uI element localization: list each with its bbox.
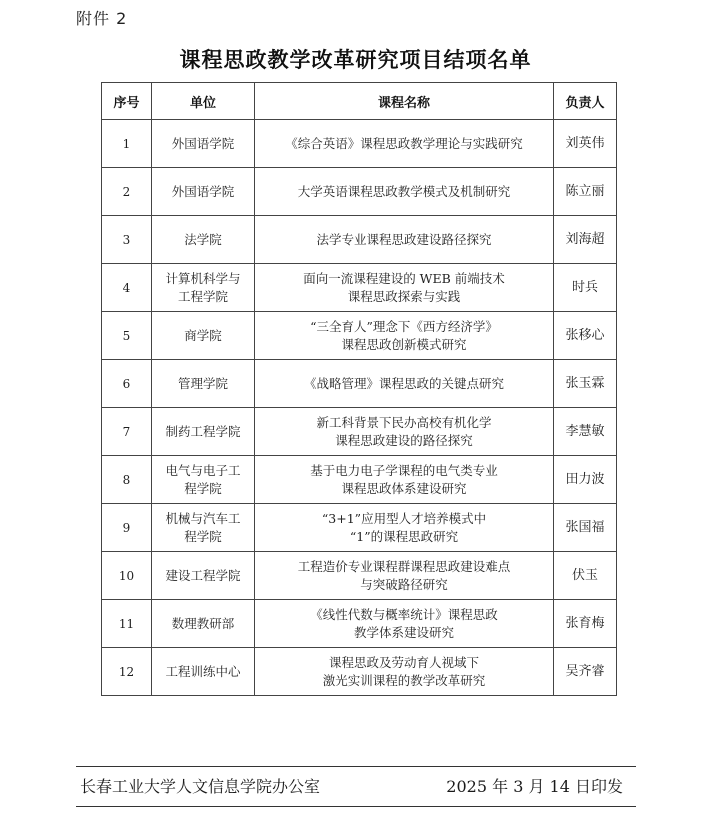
row-unit	[152, 552, 255, 600]
table-row	[102, 360, 617, 408]
table-header-row	[102, 83, 617, 120]
unit-line: 电气与电子工	[165, 462, 241, 478]
course-line: “3+1”应用型人才培养模式中	[321, 510, 487, 526]
unit-line: 工程学院	[177, 288, 228, 304]
header-unit: 单位	[152, 83, 255, 120]
row-unit	[152, 216, 255, 264]
course-line: 课程思政及劳动育人视域下	[328, 654, 479, 670]
table-row	[102, 168, 617, 216]
course-line: “1”的课程思政研究	[349, 528, 459, 544]
row-unit	[152, 360, 255, 408]
table-row	[102, 264, 617, 312]
course-line: 法学专业课程思政建设路径探究	[316, 231, 492, 247]
footer-date: 2025 年 3 月 14 日印发	[446, 777, 623, 796]
course-line: 工程造价专业课程群课程思政建设难点	[297, 558, 511, 574]
row-course	[255, 648, 554, 696]
row-leader: 时兵	[554, 264, 617, 312]
course-line: 《综合英语》课程思政教学理论与实践研究	[285, 135, 523, 151]
row-course	[255, 264, 554, 312]
row-leader: 张育梅	[554, 600, 617, 648]
table-row	[102, 408, 617, 456]
table-row	[102, 120, 617, 168]
row-index: 12	[102, 648, 152, 696]
course-line: 新工科背景下民办高校有机化学	[316, 414, 492, 430]
unit-line: 机械与汽车工	[165, 510, 241, 526]
unit-line: 法学院	[184, 231, 222, 247]
row-unit	[152, 312, 255, 360]
row-leader: 李慧敏	[554, 408, 617, 456]
table-row	[102, 216, 617, 264]
unit-line: 外国语学院	[171, 135, 235, 151]
course-line: 基于电力电子学课程的电气类专业	[310, 462, 498, 478]
row-course	[255, 600, 554, 648]
unit-line: 程学院	[184, 528, 222, 544]
table-row	[102, 600, 617, 648]
table-body	[102, 120, 617, 696]
row-course	[255, 408, 554, 456]
row-leader: 陈立丽	[554, 168, 617, 216]
row-index: 9	[102, 504, 152, 552]
row-leader: 刘英伟	[554, 120, 617, 168]
course-line: 激光实训课程的教学改革研究	[322, 672, 486, 688]
row-unit	[152, 408, 255, 456]
row-unit	[152, 168, 255, 216]
unit-line: 数理教研部	[171, 615, 235, 631]
row-index: 3	[102, 216, 152, 264]
table-row	[102, 312, 617, 360]
row-index: 8	[102, 456, 152, 504]
row-unit	[152, 456, 255, 504]
unit-line: 外国语学院	[171, 183, 235, 199]
unit-line: 计算机科学与	[165, 270, 241, 286]
footer-office: 长春工业大学人文信息学院办公室	[80, 777, 321, 796]
unit-line: 工程训练中心	[165, 663, 241, 679]
row-index: 5	[102, 312, 152, 360]
course-line: 课程思政创新模式研究	[341, 336, 467, 352]
project-table	[101, 82, 617, 696]
row-leader: 吴齐睿	[554, 648, 617, 696]
course-line: 大学英语课程思政教学模式及机制研究	[297, 183, 511, 199]
unit-line: 制药工程学院	[165, 423, 241, 439]
row-course	[255, 168, 554, 216]
course-line: 面向一流课程建设的 WEB 前端技术	[303, 270, 505, 286]
row-unit	[152, 600, 255, 648]
unit-line: 管理学院	[177, 375, 228, 391]
row-leader: 刘海超	[554, 216, 617, 264]
row-index: 11	[102, 600, 152, 648]
course-line: 《战略管理》课程思政的关键点研究	[303, 375, 504, 391]
row-index: 6	[102, 360, 152, 408]
table-row	[102, 504, 617, 552]
row-unit	[152, 648, 255, 696]
row-leader: 张国福	[554, 504, 617, 552]
row-index: 2	[102, 168, 152, 216]
table-row	[102, 552, 617, 600]
row-leader: 张玉霖	[554, 360, 617, 408]
document-title: 课程思政教学改革研究项目结项名单	[179, 48, 532, 72]
header-index: 序号	[102, 83, 152, 120]
table-row	[102, 648, 617, 696]
row-course	[255, 216, 554, 264]
row-index: 4	[102, 264, 152, 312]
row-course	[255, 456, 554, 504]
row-leader: 田力波	[554, 456, 617, 504]
unit-line: 建设工程学院	[165, 567, 241, 583]
course-line: 与突破路径研究	[360, 576, 448, 592]
row-unit	[152, 504, 255, 552]
row-course	[255, 504, 554, 552]
course-line: 《线性代数与概率统计》课程思政	[310, 606, 498, 622]
attachment-label: 附件 2	[76, 9, 128, 28]
course-line: 教学体系建设研究	[353, 624, 454, 640]
row-course	[255, 120, 554, 168]
row-unit	[152, 264, 255, 312]
row-leader: 伏玉	[554, 552, 617, 600]
table-row	[102, 456, 617, 504]
header-course: 课程名称	[255, 83, 554, 120]
row-course	[255, 312, 554, 360]
course-line: 课程思政体系建设研究	[341, 480, 467, 496]
row-index: 1	[102, 120, 152, 168]
row-course	[255, 360, 554, 408]
course-line: “三全育人”理念下《西方经济学》	[310, 318, 498, 334]
row-course	[255, 552, 554, 600]
course-line: 课程思政建设的路径探究	[335, 432, 473, 448]
unit-line: 商学院	[184, 327, 222, 343]
row-index: 7	[102, 408, 152, 456]
footer-bottom-rule	[76, 806, 636, 807]
course-line: 课程思政探索与实践	[347, 288, 461, 304]
row-leader: 张移心	[554, 312, 617, 360]
row-index: 10	[102, 552, 152, 600]
row-unit	[152, 120, 255, 168]
unit-line: 程学院	[184, 480, 222, 496]
header-leader: 负责人	[554, 83, 617, 120]
footer-top-rule	[76, 766, 636, 767]
